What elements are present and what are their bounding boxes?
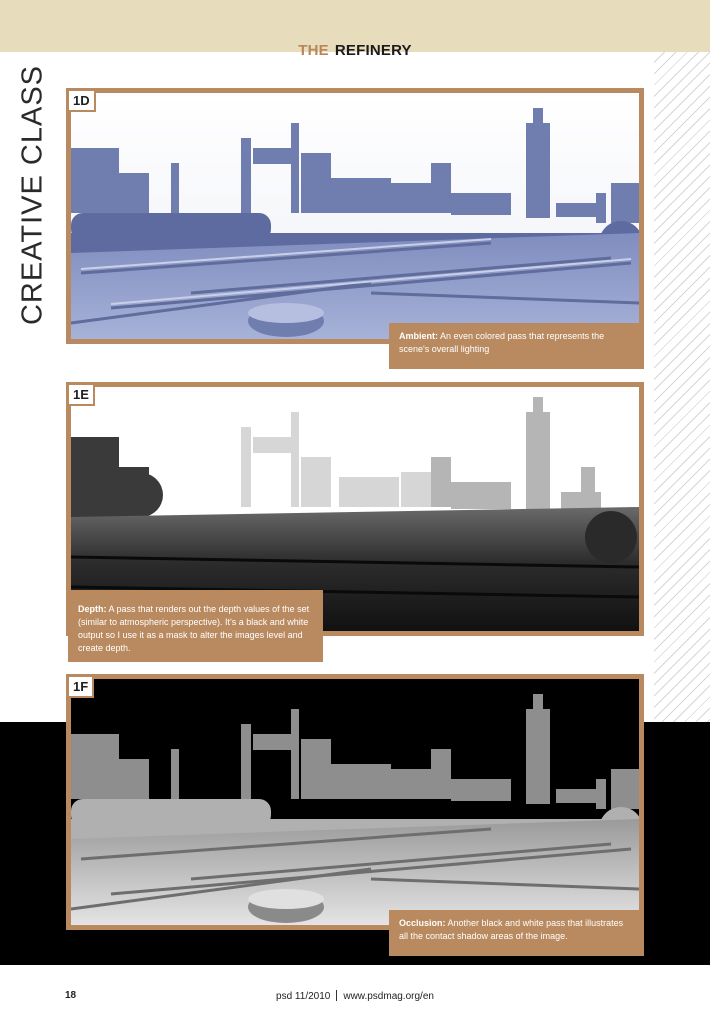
footer-divider	[336, 990, 337, 1001]
hatch-pattern	[654, 52, 710, 724]
panel-tag: 1E	[67, 383, 95, 406]
caption-ambient	[389, 323, 644, 369]
page-number: 18	[65, 990, 77, 1001]
title-prefix: THE	[298, 42, 329, 59]
panel-tag: 1F	[67, 675, 94, 698]
panel-tag: 1D	[67, 89, 96, 112]
footer-credits	[0, 990, 710, 1002]
render-panel-ambient	[66, 88, 644, 344]
caption-depth	[68, 590, 323, 662]
caption-body: A pass that renders out the depth values of the set (similar to atmospheric perspective). It's a black and white output so I use it as a mask to alter the images level and create depth.	[78, 604, 310, 653]
title-main: REFINERY	[334, 42, 412, 59]
occlusion-render-image	[71, 679, 639, 925]
ambient-render-image	[71, 93, 639, 339]
section-label: CREATIVE CLASS	[16, 64, 49, 326]
caption-heading: Ambient:	[399, 331, 438, 341]
caption-body: Another black and white pass that illustrates all the contact shadow areas of the image.	[399, 918, 624, 941]
site-url: www.psdmag.org/en	[343, 991, 434, 1002]
issue-label: psd 11/2010	[276, 991, 331, 1002]
page-title	[0, 42, 710, 59]
caption-heading: Depth:	[78, 604, 107, 614]
caption-body: An even colored pass that represents the scene's overall lighting	[399, 331, 605, 354]
render-panel-occlusion	[66, 674, 644, 930]
caption-heading: Occlusion:	[399, 918, 446, 928]
caption-occlusion	[389, 910, 644, 956]
